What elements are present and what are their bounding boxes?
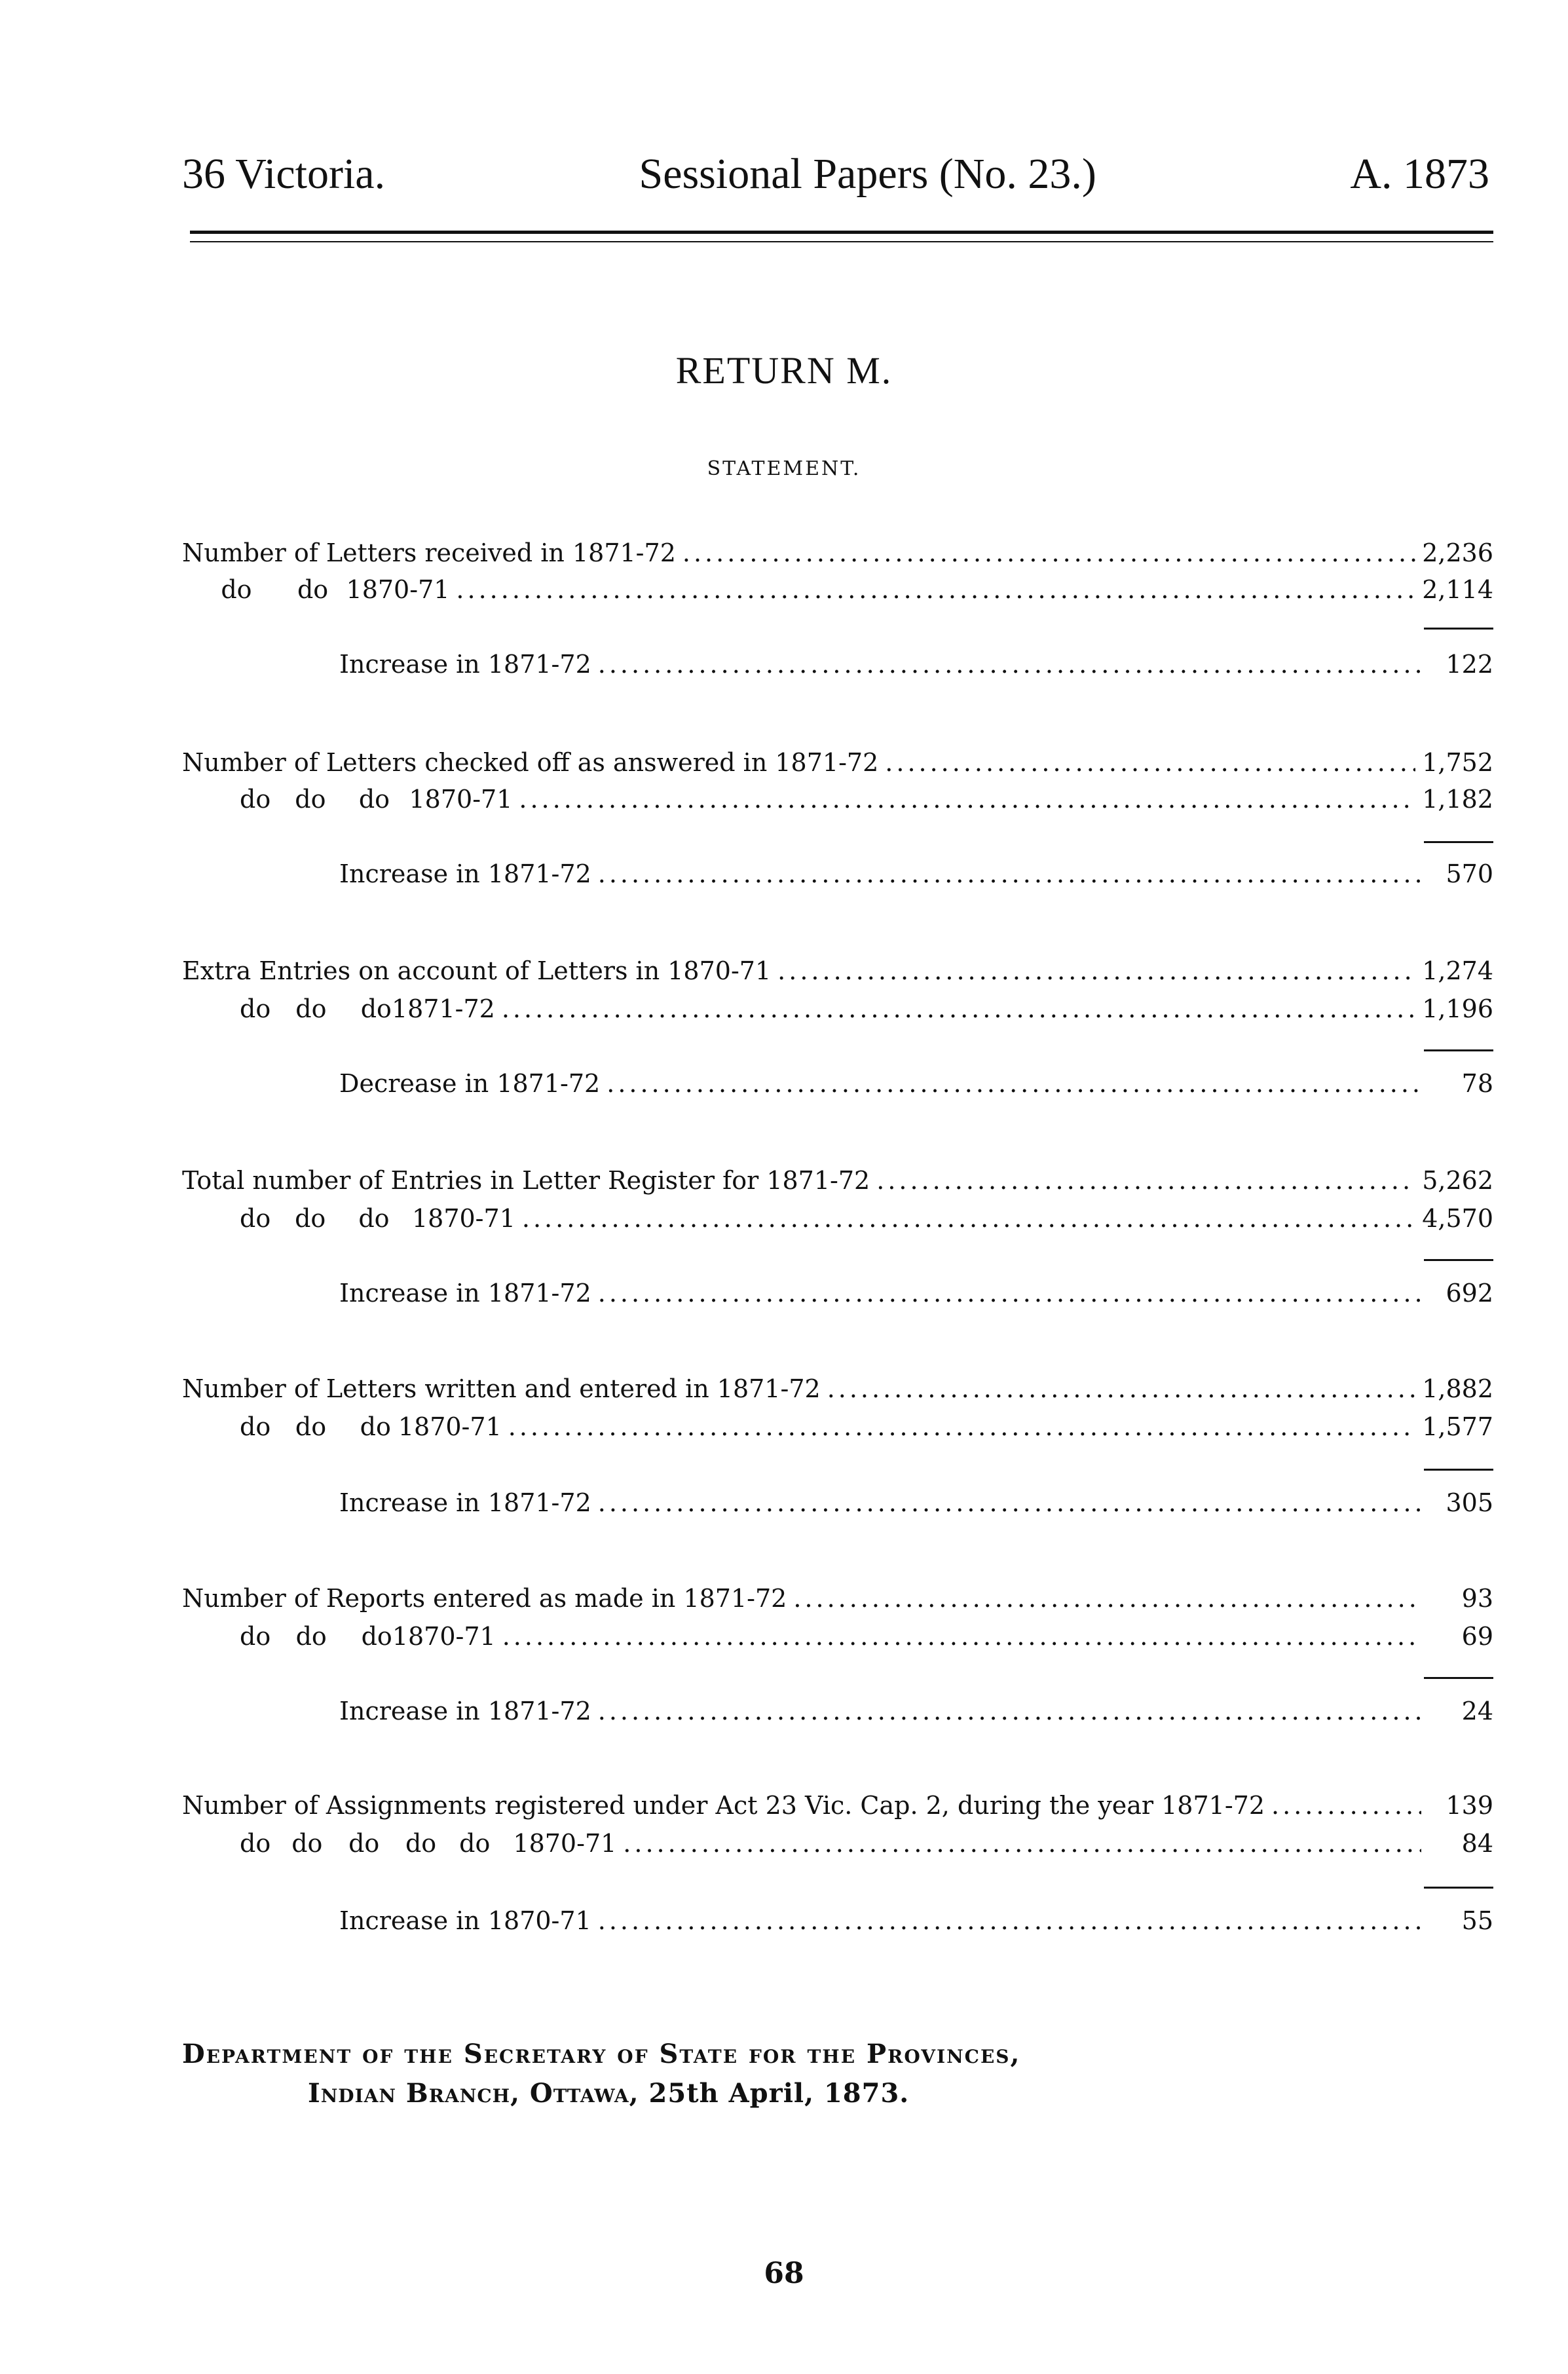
leader-dots — [827, 1374, 1416, 1403]
ditto-mark: do — [459, 1829, 491, 1858]
change-value: 122 — [1446, 650, 1493, 679]
ditto-mark: do — [358, 1204, 390, 1233]
leader-dots — [522, 1204, 1415, 1233]
change-label: Increase in 1871-72 — [339, 1279, 591, 1308]
statement-row — [182, 956, 1493, 990]
leader-dots — [682, 538, 1415, 567]
change-row — [339, 1279, 1493, 1313]
page-number: 68 — [764, 2257, 804, 2290]
ditto-mark: do — [240, 1829, 271, 1858]
change-value: 24 — [1461, 1697, 1493, 1725]
change-value: 305 — [1446, 1488, 1493, 1517]
header-session: 36 Victoria. — [182, 150, 386, 198]
row-label: Number of Letters received in 1871-72 — [182, 538, 676, 567]
row-value: 1,752 — [1422, 748, 1493, 777]
ditto-mark: do — [297, 575, 329, 604]
change-row — [339, 1697, 1493, 1731]
ditto-mark: do — [360, 994, 392, 1023]
header-rule-thin — [190, 241, 1493, 242]
row-label: Number of Assignments registered under Act 23 Vic. Cap. 2, during the year 1871-72 — [182, 1791, 1265, 1820]
branch-date-line — [308, 2078, 909, 2109]
row-value: 69 — [1461, 1622, 1493, 1651]
dated: 25th April, 1873. — [648, 2078, 910, 2109]
sum-rule — [1424, 1887, 1493, 1889]
ditto-mark: do — [240, 994, 271, 1023]
row-value: 1,182 — [1422, 785, 1493, 814]
leader-dots — [456, 575, 1415, 604]
change-value: 692 — [1446, 1279, 1493, 1308]
ditto-mark: do — [358, 785, 390, 814]
ditto-mark: do — [291, 1829, 323, 1858]
leader-dots — [598, 859, 1421, 888]
leader-dots — [508, 1412, 1415, 1441]
leader-dots — [598, 1906, 1421, 1935]
leader-dots — [519, 785, 1415, 814]
sum-rule — [1424, 1469, 1493, 1471]
statement-row — [182, 1166, 1493, 1200]
sum-rule — [1424, 628, 1493, 630]
branch-location: Indian Branch, Ottawa, — [308, 2078, 639, 2109]
ditto-mark: do — [360, 1412, 391, 1441]
ditto-mark: do — [221, 575, 252, 604]
change-label: Increase in 1870-71 — [339, 1906, 591, 1935]
row-label: Number of Letters written and entered in 1871-72 — [182, 1374, 821, 1403]
change-label: Decrease in 1871-72 — [339, 1069, 601, 1098]
change-label: Increase in 1871-72 — [339, 1697, 591, 1725]
leader-dots — [607, 1069, 1421, 1098]
change-value: 78 — [1461, 1069, 1493, 1098]
statement-row — [182, 1622, 1493, 1656]
change-value: 570 — [1446, 859, 1493, 888]
leader-dots — [793, 1584, 1421, 1613]
row-label: Number of Letters checked off as answered in 1871-72 — [182, 748, 879, 777]
statement-row — [182, 575, 1493, 609]
department-signature: Department of the Secretary of State for the Provinces, — [182, 2039, 1021, 2069]
sum-rule — [1424, 1049, 1493, 1051]
ditto-mark: do — [295, 994, 327, 1023]
row-value: 2,236 — [1422, 538, 1493, 567]
change-label: Increase in 1871-72 — [339, 650, 591, 679]
row-label: 1871-72 — [391, 994, 495, 1023]
ditto-mark: do — [405, 1829, 437, 1858]
statement-row — [182, 1204, 1493, 1238]
statement-row — [182, 1829, 1493, 1863]
ditto-mark: do — [348, 1829, 380, 1858]
statement-row — [182, 994, 1493, 1028]
change-row — [339, 1488, 1493, 1522]
change-value: 55 — [1461, 1906, 1493, 1935]
row-value: 84 — [1461, 1829, 1494, 1858]
leader-dots — [502, 1622, 1421, 1651]
leader-dots — [885, 748, 1415, 777]
leader-dots — [598, 1697, 1421, 1725]
change-row — [339, 1906, 1493, 1940]
change-row — [339, 1069, 1493, 1103]
row-value: 93 — [1461, 1584, 1493, 1613]
row-value: 5,262 — [1422, 1166, 1493, 1195]
ditto-mark: do — [240, 1622, 271, 1651]
leader-dots — [777, 956, 1415, 985]
ditto-mark: do — [295, 785, 326, 814]
change-label: Increase in 1871-72 — [339, 859, 591, 888]
ditto-mark: do — [240, 1412, 271, 1441]
row-value: 4,570 — [1422, 1204, 1493, 1233]
sum-rule — [1424, 1259, 1493, 1261]
leader-dots — [1271, 1791, 1421, 1820]
leader-dots — [876, 1166, 1415, 1195]
statement-row — [182, 785, 1493, 819]
row-label: 1870-71 — [409, 785, 513, 814]
leader-dots — [598, 650, 1421, 679]
leader-dots — [598, 1488, 1421, 1517]
statement-row — [182, 538, 1493, 573]
leader-dots — [623, 1829, 1421, 1858]
sum-rule — [1424, 841, 1493, 843]
page-title: RETURN M. — [675, 349, 893, 392]
row-label: 1870-71 — [398, 1412, 502, 1441]
row-label: Total number of Entries in Letter Register for 1871-72 — [182, 1166, 870, 1195]
row-label: 1870-71 — [392, 1622, 496, 1651]
row-value: 1,274 — [1422, 956, 1493, 985]
header-year: A. 1873 — [1350, 150, 1489, 198]
row-label: Extra Entries on account of Letters in 1870-71 — [182, 956, 772, 985]
change-label: Increase in 1871-72 — [339, 1488, 591, 1517]
row-label: 1870-71 — [411, 1204, 515, 1233]
ditto-mark: do — [240, 1204, 271, 1233]
ditto-mark: do — [295, 1412, 327, 1441]
row-value: 1,577 — [1422, 1412, 1493, 1441]
row-value: 1,882 — [1422, 1374, 1493, 1403]
ditto-mark: do — [295, 1204, 326, 1233]
header-papers: Sessional Papers (No. 23.) — [639, 150, 1096, 198]
change-row — [339, 859, 1493, 894]
ditto-mark: do — [240, 785, 271, 814]
statement-row — [182, 1791, 1493, 1825]
leader-dots — [598, 1279, 1421, 1308]
statement-row — [182, 1412, 1493, 1446]
header-rule-thick — [190, 231, 1493, 234]
statement-row — [182, 1584, 1493, 1618]
row-label: Number of Reports entered as made in 1871-72 — [182, 1584, 787, 1613]
ditto-mark: do — [295, 1622, 327, 1651]
change-row — [339, 650, 1493, 684]
row-value: 139 — [1446, 1791, 1493, 1820]
sum-rule — [1424, 1677, 1493, 1679]
running-header — [182, 149, 1489, 199]
row-label: 1870-71 — [346, 575, 450, 604]
page-subtitle: STATEMENT. — [707, 457, 861, 480]
ditto-mark: do — [361, 1622, 392, 1651]
row-label: 1870-71 — [513, 1829, 617, 1858]
row-value: 2,114 — [1422, 575, 1493, 604]
row-value: 1,196 — [1422, 994, 1493, 1023]
leader-dots — [502, 994, 1415, 1023]
statement-row — [182, 748, 1493, 782]
statement-row — [182, 1374, 1493, 1408]
